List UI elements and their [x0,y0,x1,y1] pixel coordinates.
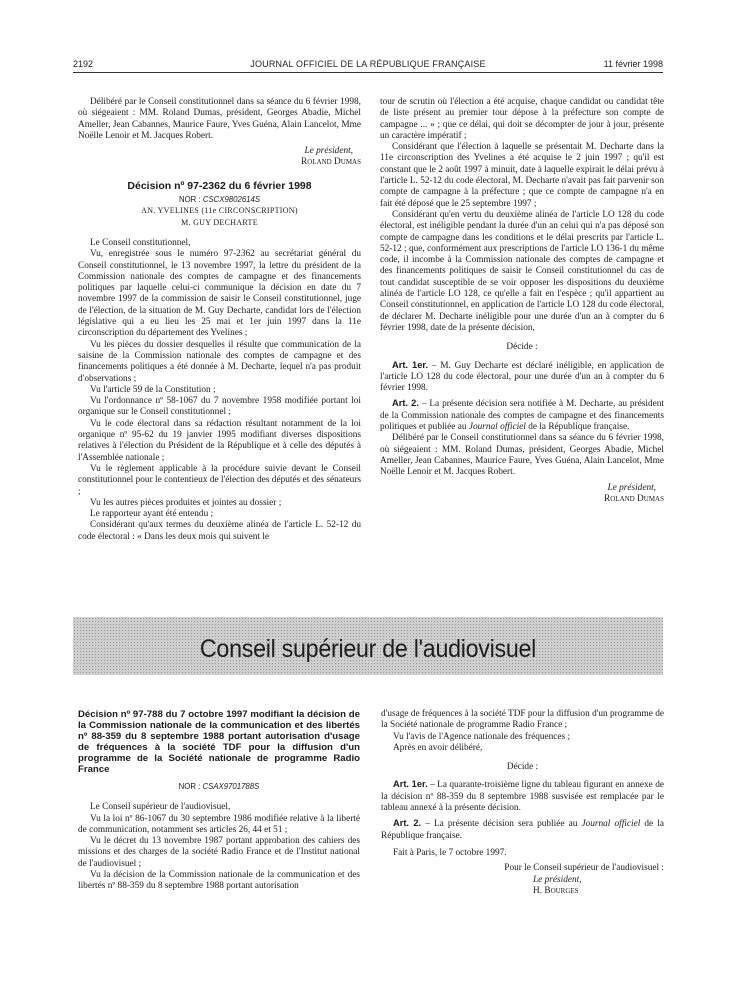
section-banner [73,617,663,675]
article-2 [380,398,664,433]
nor-code: CSAX9701788S [202,782,260,791]
paragraph: d'usage de fréquences à la société TDF pour la diffusion d'un programme de la Société nationale de programme Radio France ; [381,709,664,731]
paragraph: Vu les pièces du dossier desquelles il résulte que communication de la saisine de la Commission nationale des comptes de campagne et des financements politiques a été donnée à M. Decharte, lequel n'a pas produit d'observations ; [78,339,361,384]
article-2-text-b: de la République française. [525,422,630,433]
article-2-label: Art. 2. [392,398,419,409]
signature-name: Roland Dumas [604,493,664,504]
paragraph: Vu l'avis de l'Agence nationale des fréquences ; [393,731,571,742]
signature-role: Le président, [533,874,582,885]
article-2-text-b: de la République française. [381,819,664,841]
nor-code: CSCX9802614S [202,195,261,205]
paragraph: Vu le règlement applicable à la procédure suivie devant le Conseil constitutionnel pour le contentieux de l'élection des députés et des sénateurs ; [78,463,361,497]
column-right-top [380,97,664,505]
article-1 [380,360,664,395]
paragraph: Délibéré par le Conseil constitutionnel dans sa séance du 6 février 1998, où siégeaient : MM. Roland Dumas, président, Georges Abadie, Michel Ameller, Jean Cabannes, Maurice Faure, Yves Guéna, Alain Lancelot, Mme Noëlle Lenoir et M. Jacques Robert. [78,97,361,141]
section-title: Conseil supérieur de l'audiovisuel [199,635,537,663]
paragraph: Délibéré par le Conseil constitutionnel dans sa séance du 6 février 1998, où siégeaient : MM. Roland Dumas, président, Georges Abadie, Michel Ameller, Jean Cabannes, Maurice Faure, Yves Guéna, Alain Lancelot, Mme Noëlle Lenoir et M. Jacques Robert. [380,433,664,478]
decide-heading: Décide : [506,342,538,353]
signature-name: H. Bourges [533,885,579,896]
paragraph: Fait à Paris, le 7 octobre 1997. [393,847,507,858]
column-left-top [78,97,361,543]
paragraph: Le rapporteur ayant été entendu ; [90,509,214,520]
paragraph: Vu le code électoral dans sa rédaction résultant notamment de la loi organique nº 95-62 du 19 janvier 1995 modifiant diverses dispositions relatives à l'élection du Président de la République et à celle des députés à l'Assemblée nationale ; [78,418,361,463]
nor-reference [78,194,361,205]
column-right-bottom [381,709,664,897]
paragraph: Vu le décret du 13 novembre 1987 portant approbation des cahiers des missions et des charges de la société Radio France et de l'Institut national de l'audiovisuel ; [78,836,360,869]
journal-officiel-ref: Journal officiel [581,819,641,830]
signature-role: Le président, [304,146,353,157]
signature-role: Le président, [607,482,656,493]
paragraph: Vu la loi nº 86-1067 du 30 septembre 1986 modifiée relative à la liberté de communication, notamment ses articles 26, 44 et 51 ; [78,813,360,835]
article-1 [381,779,664,814]
paragraph: Vu, enregistrée sous le numéro 97-2362 au secrétariat général du Conseil constitutionnel, le 13 novembre 1997, la lettre du président de la Commission nationale des comptes de campagne et des financements politiques par laquelle celui-ci communique la décision en date du 7 novembre 1997 de la commission de saisir le Conseil constitutionnel, juge de l'élection, de la situation de M. Guy Decharte, candidat lors de l'élection législative qui a eu lieu les 25 mai et 1er juin 1997 dans la 11e circonscription du département des Yvelines ; [78,249,361,339]
article-1-label: Art. 1er. [392,359,429,370]
article-1-label: Art. 1er. [393,779,428,790]
paragraph: Vu la décision de la Commission nationale de la communication et des libertés nº 88-359 du 8 septembre 1988 portant autorisation [78,870,360,892]
paragraph: Considérant que l'élection à laquelle se présentait M. Decharte dans la 11e circonscription des Yvelines a été acquise le 2 juin 1997 ; qu'il est constant que le 2 août 1997 à minuit, date à laquelle expirait le délai prévu à l'article L. 52-12 du code électoral, M. Decharte n'avait pas fait parvenir son compte de campagne à la préfecture ; que ce compte de campagne n'a en fait été déposé que le 25 septembre 1997 ; [380,142,664,209]
article-2-text-a: – La présente décision sera notifiée à M. Decharte, au président de la Commission nationale des comptes de campagne et des financements politiques et publiée au [380,399,664,433]
article-2-label: Art. 2. [393,818,422,829]
nor-label: NOR : [178,782,201,791]
nor-label: NOR : [178,195,201,205]
decision-title: Décision nº 97-788 du 7 octobre 1997 modifiant la décision de la Commission nationale de la communication et des libertés nº 88-359 du 8 septembre 1988 portant autorisation d'usage de fréquences à la société TDF pour la diffusion d'un programme de la Société nationale de programme Radio France [78,709,360,775]
paragraph: Le Conseil supérieur de l'audiovisuel, [90,802,231,813]
circonscription-heading: AN. YVELINES (11e CIRCONSCRIPTION) [141,206,298,216]
signature-for: Pour le Conseil supérieur de l'audiovisuel : [504,863,664,874]
paragraph: tour de scrutin où l'élection a été acquise, chaque candidat ou candidat tête de liste présent au premier tour dépose à la préfecture son compte de campagne ... » ; que ce délai, qui doit se décompter de jour à jour, présente un caractère impératif ; [380,97,664,141]
journal-title: JOURNAL OFFICIEL DE LA RÉPUBLIQUE FRANÇAISE [250,59,486,69]
paragraph: Considérant qu'en vertu du deuxième alinéa de l'article LO 128 du code électoral, est inéligible pendant la durée d'un an celui qui n'a pas déposé son compte de campagne dans les conditions et le délai prescrits par l'article L. 52-12 ; que, conformément aux prescriptions de l'article LO 136-1 du même code, il incombe à la Commission nationale des comptes de campagne et des financements politiques de saisir le Conseil constitutionnel du cas de tout candidat susceptible de se voir opposer les dispositions du deuxième alinéa de l'article LO 128, ce qu'elle a fait en l'espèce ; qu'il appartient au Conseil constitutionnel, en application de l'article LO 128 du code électoral, de déclarer M. Decharte inéligible pour une durée d'un an à compter du 6 février 1998, date de la présente décision, [380,209,664,333]
article-2-text-a: – La présente décision sera publiée au [421,819,582,830]
paragraph: Le Conseil constitutionnel, [90,237,191,248]
page-number: 2192 [73,59,94,69]
paragraph: Après en avoir délibéré, [393,742,483,753]
article-1-text: – M. Guy Decharte est déclaré inéligible, en application de l'article LO 128 du code électoral, pour une durée d'un an à compter du 6 février 1998. [380,360,665,394]
paragraph: Vu les autres pièces produites et jointes au dossier ; [90,497,282,508]
article-1-text: – La quarante-troisième ligne du tableau figurant en annexe de la décision nº 88-359 du 8 septembre 1988 susvisée est remplacée par le tableau annexé à la présente décision. [381,780,664,814]
article-2 [381,818,664,842]
issue-date: 11 février 1998 [603,59,663,69]
paragraph: Vu l'article 59 de la Constitution ; [90,384,216,395]
signature-name: Roland Dumas [301,157,361,168]
header-rule [73,72,663,73]
paragraph: Considérant qu'aux termes du deuxième alinéa de l'article L. 52-12 du code électoral : « Dans les deux mois qui suivent le [78,520,361,542]
decision-title: Décision nº 97-2362 du 6 février 1998 [127,179,312,192]
paragraph: Vu l'ordonnance nº 58-1067 du 7 novembre 1958 modifiée portant loi organique sur le Conseil constitutionnel ; [78,396,361,418]
nor-reference [78,781,360,792]
journal-officiel-ref: Journal officiel [468,422,526,433]
column-left-bottom [78,709,360,893]
decide-heading: Décide : [506,762,539,773]
candidate-heading: M. GUY DECHARTE [181,217,258,227]
